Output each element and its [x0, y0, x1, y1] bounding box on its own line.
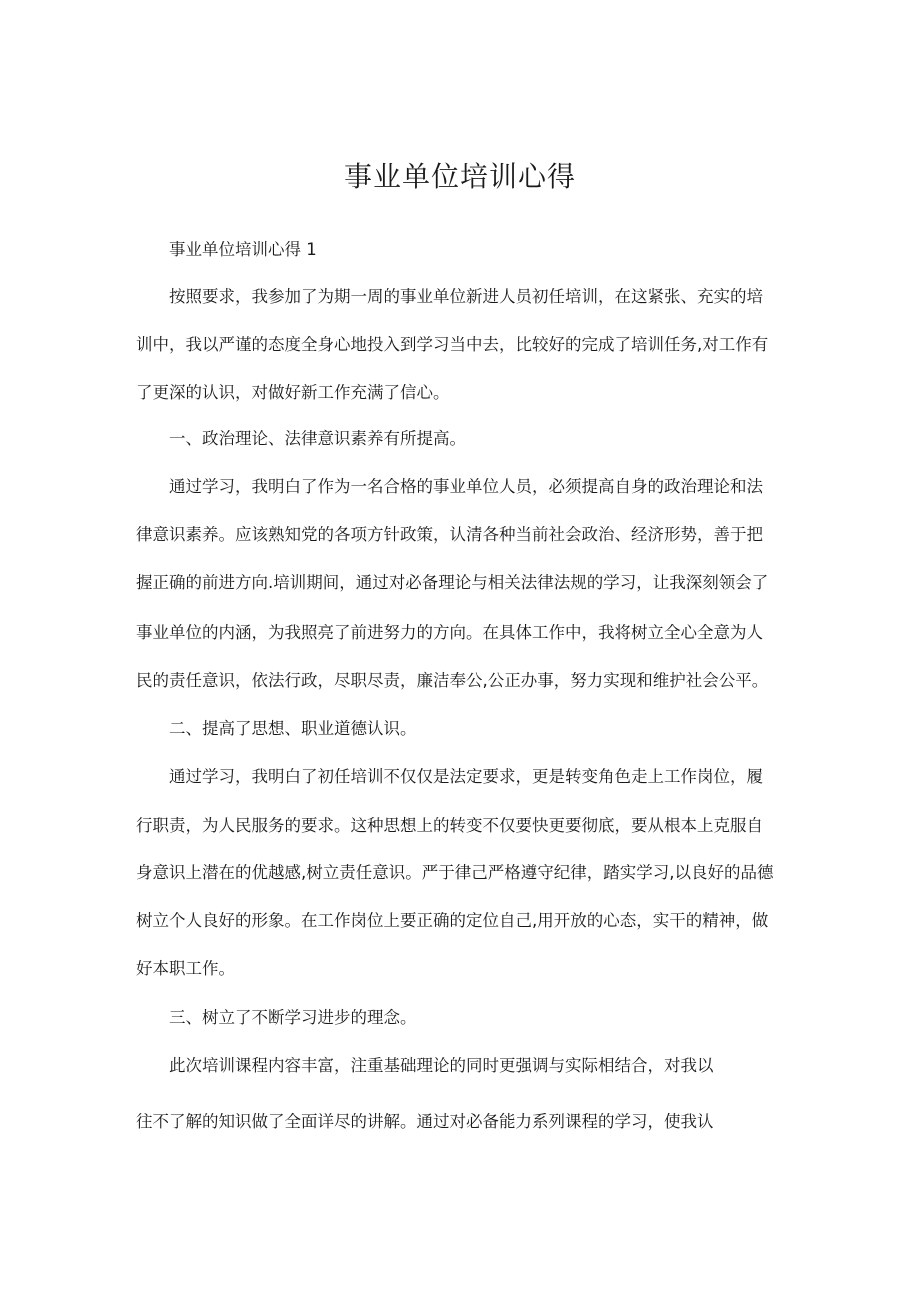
paragraph-line: 握正确的前进方向.培训期间，通过对必备理论与相关法律法规的学习，让我深刻领会了 — [136, 573, 769, 592]
paragraph-line: 行职责，为人民服务的要求。这种思想上的转变不仅要快更要彻底，要从根本上克服自 — [136, 816, 763, 835]
paragraph-line: 此次培训课程内容丰富，注重基础理论的同时更强调与实际相结合，对我以 — [169, 1056, 714, 1075]
paragraph-line: 通过学习，我明白了初任培训不仅仅是法定要求，更是转变角色走上工作岗位，履 — [169, 767, 763, 786]
paragraph-line: 事业单位的内涵，为我照亮了前进努力的方向。在具体工作中，我将树立全心全意为人 — [136, 623, 763, 642]
paragraph-line: 通过学习，我明白了作为一名合格的事业单位人员，必须提高自身的政治理论和法 — [169, 477, 763, 496]
paragraph-line: 律意识素养。应该熟知党的各项方针政策，认清各种当前社会政治、经济形势，善于把 — [136, 525, 763, 544]
paragraph-line: 按照要求，我参加了为期一周的事业单位新进人员初任培训，在这紧张、充实的培 — [169, 287, 763, 306]
paragraph-line: 往不了解的知识做了全面详尽的讲解。通过对必备能力系列课程的学习，使我认 — [136, 1112, 714, 1131]
paragraph-line: 身意识上潜在的优越感,树立责任意识。严于律己严格遵守纪律，踏实学习,以良好的品德 — [136, 863, 774, 882]
document-title: 事业单位培训心得 — [343, 160, 576, 193]
paragraph-line: 好本职工作。 — [136, 959, 235, 978]
paragraph-line: 树立个人良好的形象。在工作岗位上要正确的定位自己,用开放的心态，实干的精神，做 — [136, 911, 769, 930]
section-heading: 二、提高了思想、职业道德认识。 — [169, 719, 417, 738]
paragraph-line: 训中，我以严谨的态度全身心地投入到学习当中去，比较好的完成了培训任务,对工作有 — [136, 335, 769, 354]
paragraph-line: 民的责任意识，依法行政，尽职尽责，廉洁奉公,公正办事，努力实现和维护社会公平。 — [136, 671, 769, 690]
section-subtitle: 事业单位培训心得 1 — [169, 240, 317, 259]
section-heading: 一、政治理论、法律意识素养有所提高。 — [169, 429, 466, 448]
section-heading: 三、树立了不断学习进步的理念。 — [169, 1008, 417, 1027]
paragraph-line: 了更深的认识，对做好新工作充满了信心。 — [136, 383, 450, 402]
